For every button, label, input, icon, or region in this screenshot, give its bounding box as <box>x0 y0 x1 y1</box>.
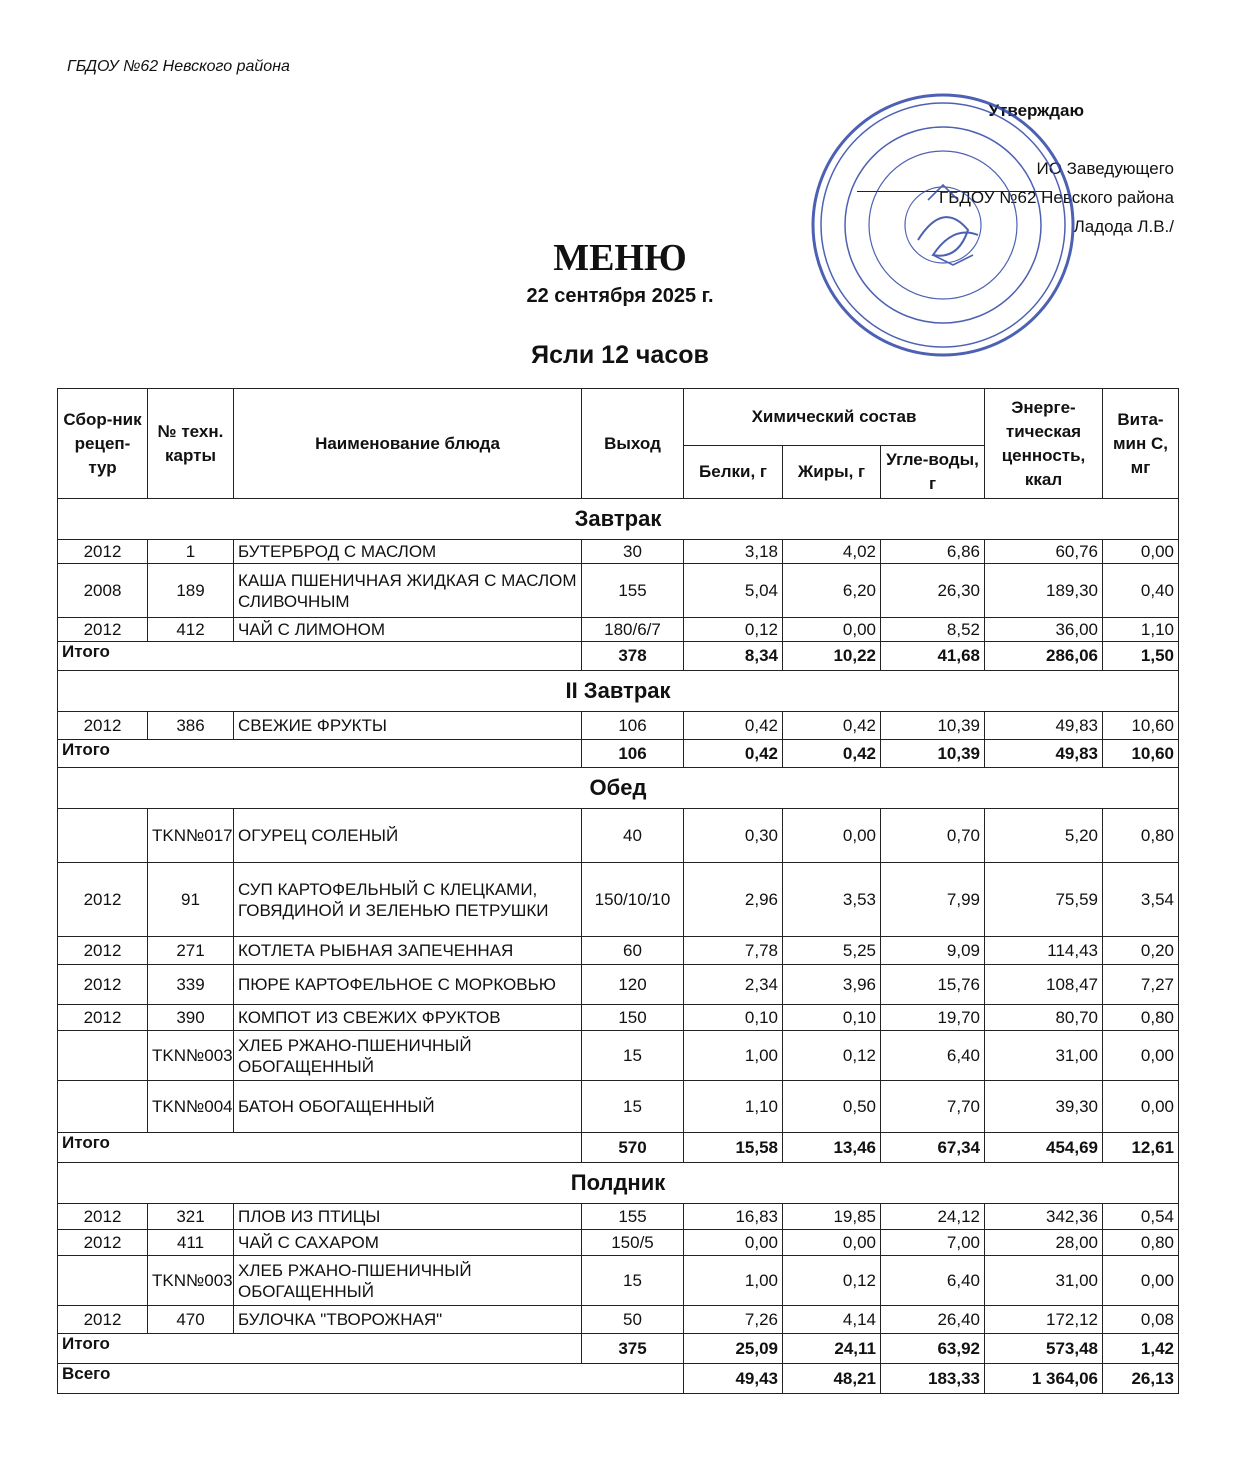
total-row <box>58 740 1179 768</box>
cell-fat: 0,00 <box>783 809 881 863</box>
table-row <box>58 564 1179 618</box>
header-dish-name: Наименование блюда <box>234 389 582 499</box>
cell-name: СУП КАРТОФЕЛЬНЫЙ С КЛЕЦКАМИ, ГОВЯДИНОЙ И ЗЕЛЕНЬЮ ПЕТРУШКИ <box>234 863 582 937</box>
header-fat: Жиры, г <box>783 446 881 499</box>
table-row <box>58 1256 1179 1306</box>
approval-institution: ГБДОУ №62 Невского района <box>939 188 1174 207</box>
menu-table <box>57 388 1179 1394</box>
cell-collection: 2012 <box>58 712 148 740</box>
grand-total-row <box>58 1364 1179 1394</box>
cell-name: БУТЕРБРОД С МАСЛОМ <box>234 540 582 564</box>
cell-fat: 0,42 <box>783 712 881 740</box>
cell-output: 40 <box>582 809 684 863</box>
cell-card: TKN№004 <box>148 1081 234 1133</box>
total-fat: 13,46 <box>783 1133 881 1163</box>
grand-total-carbs: 183,33 <box>881 1364 985 1394</box>
cell-output: 150/5 <box>582 1230 684 1256</box>
grand-total-vitc: 26,13 <box>1103 1364 1179 1394</box>
section-header <box>58 1163 1179 1204</box>
total-row <box>58 642 1179 671</box>
cell-name: ЧАЙ С САХАРОМ <box>234 1230 582 1256</box>
total-fat: 24,11 <box>783 1334 881 1364</box>
cell-name: КОТЛЕТА РЫБНАЯ ЗАПЕЧЕННАЯ <box>234 937 582 965</box>
cell-vitc: 0,00 <box>1103 1256 1179 1306</box>
header-card-no: № техн. карты <box>148 389 234 499</box>
cell-vitc: 0,80 <box>1103 1230 1179 1256</box>
cell-fat: 5,25 <box>783 937 881 965</box>
total-energy: 573,48 <box>985 1334 1103 1364</box>
cell-fat: 0,50 <box>783 1081 881 1133</box>
grand-total-energy: 1 364,06 <box>985 1364 1103 1394</box>
total-row <box>58 1133 1179 1163</box>
cell-carbs: 24,12 <box>881 1204 985 1230</box>
table-row <box>58 809 1179 863</box>
cell-energy: 31,00 <box>985 1031 1103 1081</box>
cell-fat: 4,02 <box>783 540 881 564</box>
cell-output: 180/6/7 <box>582 618 684 642</box>
cell-name: ХЛЕБ РЖАНО-ПШЕНИЧНЫЙ ОБОГАЩЕННЫЙ <box>234 1031 582 1081</box>
cell-vitc: 3,54 <box>1103 863 1179 937</box>
total-protein: 0,42 <box>684 740 783 768</box>
total-output: 378 <box>582 642 684 671</box>
cell-protein: 0,30 <box>684 809 783 863</box>
grand-total-label: Всего <box>58 1364 684 1394</box>
cell-carbs: 7,70 <box>881 1081 985 1133</box>
total-carbs: 41,68 <box>881 642 985 671</box>
cell-collection: 2012 <box>58 937 148 965</box>
cell-collection: 2012 <box>58 965 148 1005</box>
cell-name: ЧАЙ С ЛИМОНОМ <box>234 618 582 642</box>
total-protein: 25,09 <box>684 1334 783 1364</box>
cell-protein: 0,00 <box>684 1230 783 1256</box>
cell-fat: 0,12 <box>783 1031 881 1081</box>
cell-output: 155 <box>582 564 684 618</box>
cell-card: 91 <box>148 863 234 937</box>
total-row <box>58 1334 1179 1364</box>
table-row <box>58 1081 1179 1133</box>
cell-protein: 1,00 <box>684 1031 783 1081</box>
total-vitc: 1,50 <box>1103 642 1179 671</box>
cell-vitc: 7,27 <box>1103 965 1179 1005</box>
cell-output: 120 <box>582 965 684 1005</box>
cell-protein: 2,96 <box>684 863 783 937</box>
total-fat: 0,42 <box>783 740 881 768</box>
table-row <box>58 1204 1179 1230</box>
cell-fat: 0,10 <box>783 1005 881 1031</box>
cell-carbs: 26,30 <box>881 564 985 618</box>
cell-carbs: 15,76 <box>881 965 985 1005</box>
cell-card: 1 <box>148 540 234 564</box>
section-title: Завтрак <box>58 499 1179 540</box>
cell-card: 271 <box>148 937 234 965</box>
section-header <box>58 499 1179 540</box>
cell-output: 150 <box>582 1005 684 1031</box>
grand-total-fat: 48,21 <box>783 1364 881 1394</box>
cell-collection: 2012 <box>58 1204 148 1230</box>
cell-collection <box>58 1256 148 1306</box>
cell-output: 150/10/10 <box>582 863 684 937</box>
cell-output: 155 <box>582 1204 684 1230</box>
table-row <box>58 618 1179 642</box>
cell-name: КАША ПШЕНИЧНАЯ ЖИДКАЯ С МАСЛОМ СЛИВОЧНЫМ <box>234 564 582 618</box>
document-title: МЕНЮ <box>553 237 687 279</box>
header-protein: Белки, г <box>684 446 783 499</box>
grand-total-protein: 49,43 <box>684 1364 783 1394</box>
cell-card: 390 <box>148 1005 234 1031</box>
cell-energy: 108,47 <box>985 965 1103 1005</box>
cell-protein: 5,04 <box>684 564 783 618</box>
total-energy: 454,69 <box>985 1133 1103 1163</box>
cell-output: 30 <box>582 540 684 564</box>
cell-name: ПЛОВ ИЗ ПТИЦЫ <box>234 1204 582 1230</box>
total-output: 570 <box>582 1133 684 1163</box>
total-label: Итого <box>58 642 582 671</box>
header-row <box>58 389 1179 446</box>
table-row <box>58 540 1179 564</box>
cell-card: TKN№017 <box>148 809 234 863</box>
cell-carbs: 26,40 <box>881 1306 985 1334</box>
cell-collection: 2012 <box>58 863 148 937</box>
approval-position: ИО Заведующего <box>1036 159 1174 178</box>
cell-carbs: 7,99 <box>881 863 985 937</box>
cell-collection <box>58 1081 148 1133</box>
cell-name: ОГУРЕЦ СОЛЕНЫЙ <box>234 809 582 863</box>
section-header <box>58 768 1179 809</box>
cell-protein: 7,26 <box>684 1306 783 1334</box>
cell-name: ХЛЕБ РЖАНО-ПШЕНИЧНЫЙ ОБОГАЩЕННЫЙ <box>234 1256 582 1306</box>
cell-energy: 114,43 <box>985 937 1103 965</box>
cell-protein: 16,83 <box>684 1204 783 1230</box>
cell-vitc: 0,80 <box>1103 809 1179 863</box>
cell-fat: 0,12 <box>783 1256 881 1306</box>
total-protein: 15,58 <box>684 1133 783 1163</box>
cell-carbs: 0,70 <box>881 809 985 863</box>
total-carbs: 10,39 <box>881 740 985 768</box>
table-row <box>58 1230 1179 1256</box>
cell-card: 321 <box>148 1204 234 1230</box>
cell-vitc: 0,08 <box>1103 1306 1179 1334</box>
table-row <box>58 1031 1179 1081</box>
cell-carbs: 6,86 <box>881 540 985 564</box>
document-subtitle: Ясли 12 часов <box>531 341 709 369</box>
approval-title: Утверждаю <box>988 101 1084 120</box>
table-row <box>58 937 1179 965</box>
cell-vitc: 10,60 <box>1103 712 1179 740</box>
cell-name: КОМПОТ ИЗ СВЕЖИХ ФРУКТОВ <box>234 1005 582 1031</box>
cell-vitc: 0,20 <box>1103 937 1179 965</box>
cell-output: 15 <box>582 1256 684 1306</box>
cell-fat: 0,00 <box>783 618 881 642</box>
cell-card: 339 <box>148 965 234 1005</box>
table-row <box>58 1306 1179 1334</box>
total-vitc: 12,61 <box>1103 1133 1179 1163</box>
table-row <box>58 863 1179 937</box>
cell-collection: 2012 <box>58 618 148 642</box>
total-label: Итого <box>58 740 582 768</box>
cell-carbs: 6,40 <box>881 1031 985 1081</box>
cell-protein: 0,10 <box>684 1005 783 1031</box>
cell-protein: 7,78 <box>684 937 783 965</box>
cell-carbs: 7,00 <box>881 1230 985 1256</box>
cell-vitc: 0,00 <box>1103 540 1179 564</box>
cell-collection: 2008 <box>58 564 148 618</box>
cell-name: БУЛОЧКА "ТВОРОЖНАЯ" <box>234 1306 582 1334</box>
cell-fat: 0,00 <box>783 1230 881 1256</box>
cell-collection <box>58 809 148 863</box>
cell-output: 15 <box>582 1081 684 1133</box>
official-seal-icon <box>808 90 1078 360</box>
cell-protein: 1,10 <box>684 1081 783 1133</box>
cell-card: 386 <box>148 712 234 740</box>
cell-energy: 60,76 <box>985 540 1103 564</box>
cell-energy: 28,00 <box>985 1230 1103 1256</box>
cell-carbs: 9,09 <box>881 937 985 965</box>
cell-protein: 0,42 <box>684 712 783 740</box>
cell-energy: 49,83 <box>985 712 1103 740</box>
cell-protein: 1,00 <box>684 1256 783 1306</box>
header-energy: Энерге-тическая ценность, ккал <box>985 389 1103 499</box>
cell-card: TKN№003 <box>148 1031 234 1081</box>
cell-collection <box>58 1031 148 1081</box>
table-row <box>58 965 1179 1005</box>
cell-vitc: 0,40 <box>1103 564 1179 618</box>
cell-protein: 2,34 <box>684 965 783 1005</box>
cell-name: ПЮРЕ КАРТОФЕЛЬНОЕ С МОРКОВЬЮ <box>234 965 582 1005</box>
cell-card: 411 <box>148 1230 234 1256</box>
cell-vitc: 1,10 <box>1103 618 1179 642</box>
total-output: 375 <box>582 1334 684 1364</box>
cell-output: 60 <box>582 937 684 965</box>
cell-output: 15 <box>582 1031 684 1081</box>
cell-energy: 80,70 <box>985 1005 1103 1031</box>
cell-collection: 2012 <box>58 1005 148 1031</box>
cell-vitc: 0,00 <box>1103 1031 1179 1081</box>
total-fat: 10,22 <box>783 642 881 671</box>
header-chem: Химический состав <box>684 389 985 446</box>
cell-energy: 75,59 <box>985 863 1103 937</box>
cell-carbs: 8,52 <box>881 618 985 642</box>
cell-fat: 3,96 <box>783 965 881 1005</box>
cell-energy: 31,00 <box>985 1256 1103 1306</box>
cell-name: СВЕЖИЕ ФРУКТЫ <box>234 712 582 740</box>
cell-output: 106 <box>582 712 684 740</box>
total-carbs: 63,92 <box>881 1334 985 1364</box>
header-collection: Сбор-ник рецеп-тур <box>58 389 148 499</box>
cell-fat: 19,85 <box>783 1204 881 1230</box>
cell-protein: 3,18 <box>684 540 783 564</box>
cell-energy: 5,20 <box>985 809 1103 863</box>
cell-collection: 2012 <box>58 540 148 564</box>
approval-signatory: Ладода Л.В./ <box>1073 217 1174 236</box>
document-date: 22 сентября 2025 г. <box>526 285 714 307</box>
header-vitamin-c: Вита-мин С, мг <box>1103 389 1179 499</box>
menu-body <box>58 499 1179 1394</box>
total-vitc: 1,42 <box>1103 1334 1179 1364</box>
total-label: Итого <box>58 1334 582 1364</box>
total-energy: 286,06 <box>985 642 1103 671</box>
cell-vitc: 0,00 <box>1103 1081 1179 1133</box>
total-output: 106 <box>582 740 684 768</box>
table-row <box>58 712 1179 740</box>
cell-card: TKN№003 <box>148 1256 234 1306</box>
cell-name: БАТОН ОБОГАЩЕННЫЙ <box>234 1081 582 1133</box>
cell-fat: 4,14 <box>783 1306 881 1334</box>
cell-fat: 6,20 <box>783 564 881 618</box>
cell-energy: 342,36 <box>985 1204 1103 1230</box>
cell-protein: 0,12 <box>684 618 783 642</box>
organization-name: ГБДОУ №62 Невского района <box>67 58 290 75</box>
cell-card: 470 <box>148 1306 234 1334</box>
section-title: Полдник <box>58 1163 1179 1204</box>
cell-energy: 189,30 <box>985 564 1103 618</box>
cell-card: 412 <box>148 618 234 642</box>
header-output: Выход <box>582 389 684 499</box>
cell-collection: 2012 <box>58 1230 148 1256</box>
cell-output: 50 <box>582 1306 684 1334</box>
cell-energy: 172,12 <box>985 1306 1103 1334</box>
total-vitc: 10,60 <box>1103 740 1179 768</box>
cell-carbs: 19,70 <box>881 1005 985 1031</box>
section-title: Обед <box>58 768 1179 809</box>
cell-vitc: 0,54 <box>1103 1204 1179 1230</box>
cell-energy: 39,30 <box>985 1081 1103 1133</box>
total-energy: 49,83 <box>985 740 1103 768</box>
total-label: Итого <box>58 1133 582 1163</box>
cell-energy: 36,00 <box>985 618 1103 642</box>
cell-collection: 2012 <box>58 1306 148 1334</box>
header-carbs: Угле-воды, г <box>881 446 985 499</box>
cell-carbs: 10,39 <box>881 712 985 740</box>
cell-fat: 3,53 <box>783 863 881 937</box>
cell-card: 189 <box>148 564 234 618</box>
table-row <box>58 1005 1179 1031</box>
total-protein: 8,34 <box>684 642 783 671</box>
section-title: II Завтрак <box>58 671 1179 712</box>
cell-vitc: 0,80 <box>1103 1005 1179 1031</box>
total-carbs: 67,34 <box>881 1133 985 1163</box>
section-header <box>58 671 1179 712</box>
cell-carbs: 6,40 <box>881 1256 985 1306</box>
